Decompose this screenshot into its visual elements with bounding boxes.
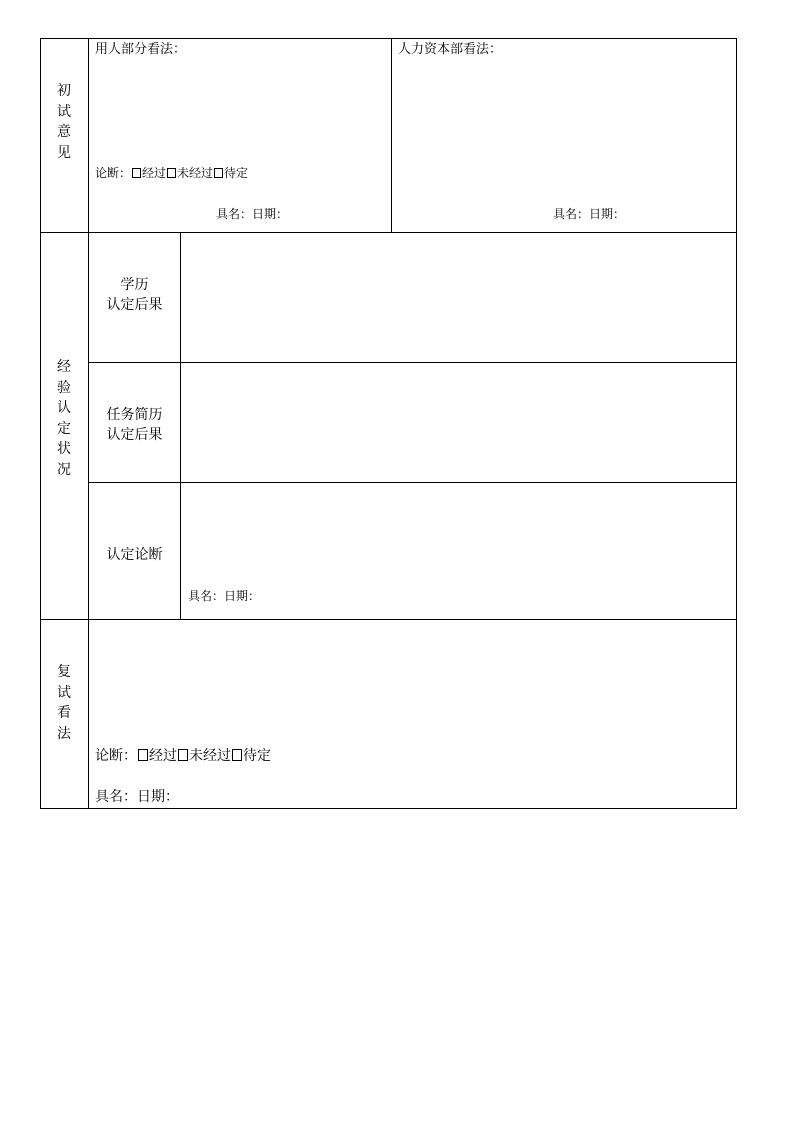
form-border-left xyxy=(40,38,41,809)
hr-dept-signature: 具名：日期： xyxy=(553,207,626,221)
work-history-label-line1: 任务简历 xyxy=(106,407,163,423)
initial-passed-checkbox[interactable] xyxy=(132,168,141,178)
second-interview-signature: 具名：日期： xyxy=(95,789,179,805)
section-divider-2 xyxy=(40,619,737,620)
education-label-line1: 学历 xyxy=(120,277,149,293)
section-label-initial-opinion: 初试意见 xyxy=(57,83,71,161)
initial-pending-checkbox[interactable] xyxy=(214,168,223,178)
work-history-verification-label xyxy=(89,405,180,445)
opinion-column-divider xyxy=(391,38,392,233)
second-passed-checkbox[interactable] xyxy=(138,749,148,761)
section-divider-1 xyxy=(40,232,737,233)
education-verification-label xyxy=(89,275,180,315)
hiring-dept-opinion-title: 用人部分看法： xyxy=(95,42,187,57)
section2-row-divider-1 xyxy=(88,362,737,363)
second-verdict-line xyxy=(95,749,271,763)
section2-row-divider-2 xyxy=(88,482,737,483)
second-passed-label: 经过 xyxy=(149,748,177,764)
form-border-top xyxy=(40,38,737,39)
second-failed-checkbox[interactable] xyxy=(178,749,188,761)
second-pending-label: 待定 xyxy=(243,748,271,764)
form-border-bottom xyxy=(40,808,737,809)
hiring-dept-signature: 具名：日期： xyxy=(216,207,289,221)
initial-verdict-line xyxy=(95,167,248,179)
verification-signature: 具名：日期： xyxy=(188,589,261,603)
initial-failed-checkbox[interactable] xyxy=(167,168,176,178)
education-label-line2: 认定后果 xyxy=(106,297,163,313)
section-label-second-interview: 复试看法 xyxy=(57,664,71,742)
hr-dept-opinion-title: 人力资本部看法： xyxy=(398,42,503,57)
initial-pending-label: 待定 xyxy=(224,166,249,180)
second-pending-checkbox[interactable] xyxy=(232,749,242,761)
initial-passed-label: 经过 xyxy=(142,166,167,180)
interview-evaluation-form xyxy=(40,38,737,809)
verification-conclusion-label: 认定论断 xyxy=(106,547,163,563)
sublabel-column-divider xyxy=(180,232,181,620)
second-failed-label: 未经过 xyxy=(189,748,231,764)
form-border-right xyxy=(736,38,737,809)
initial-verdict-label: 论断： xyxy=(95,166,132,180)
work-history-label-line2: 认定后果 xyxy=(106,427,163,443)
initial-failed-label: 未经过 xyxy=(177,166,214,180)
second-verdict-label: 论断： xyxy=(95,748,137,764)
section-label-verification-status: 经验认定状况 xyxy=(57,359,71,478)
